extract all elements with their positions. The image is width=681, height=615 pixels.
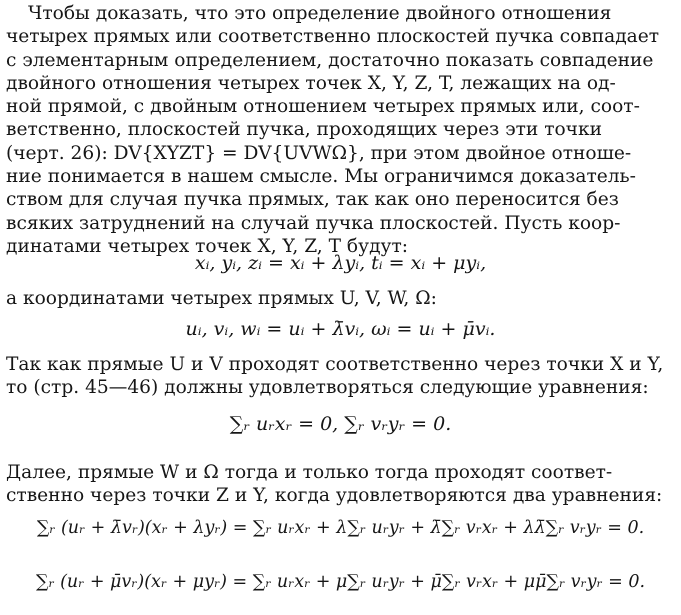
text-line: то (стр. 45—46) должны удовлетворяться следующие уравнения: bbox=[6, 377, 649, 399]
text-line: двойного отношения четырех точек X, Y, Z, T, лежащих на од- bbox=[6, 72, 616, 94]
paragraph-incidence bbox=[6, 353, 674, 400]
formula-point-coordinates: xᵢ, yᵢ, zᵢ = xᵢ + λyᵢ, tᵢ = xᵢ + μyᵢ, bbox=[194, 252, 487, 274]
text-line: ветственно, плоскостей пучка, проходящих через эти точки bbox=[6, 119, 602, 141]
text-line: Чтобы доказать, что это определение двойного отношения bbox=[28, 3, 612, 24]
text-line: с элементарным определением, достаточно показать совпадение bbox=[6, 49, 654, 71]
text-line: Так как прямые U и V проходят соответственно через точки X и Y, bbox=[6, 354, 664, 375]
formula-lambda-equation: ∑ᵣ (uᵣ + λ̄vᵣ)(xᵣ + λyᵣ) = ∑ᵣ uᵣxᵣ + λ∑ᵣ uᵣyᵣ + λ̄∑ᵣ vᵣxᵣ + λλ̄∑ᵣ vᵣyᵣ = 0. bbox=[36, 518, 645, 538]
text-line: а координатами четырех прямых U, V, W, Ω: bbox=[6, 288, 437, 309]
text-line: Далее, прямые W и Ω тогда и только тогда проходят соответ- bbox=[6, 462, 613, 483]
paragraph-w-omega bbox=[6, 461, 674, 508]
text-line: (черт. 26): DV{XYZT} = DV{UVWΩ}, при этом двойное отноше- bbox=[6, 142, 632, 164]
paragraph-line-coordinates bbox=[6, 287, 674, 310]
paragraph-cross-ratio-intro bbox=[6, 2, 674, 258]
formula-line-coordinates: uᵢ, vᵢ, wᵢ = uᵢ + λ̄vᵢ, ωᵢ = uᵢ + μ̄vᵢ. bbox=[185, 318, 496, 340]
formula-incidence-equations: ∑ᵣ uᵣxᵣ = 0, ∑ᵣ vᵣyᵣ = 0. bbox=[229, 413, 452, 435]
text-line: ние понимается в нашем смысле. Мы ограничимся доказатель- bbox=[6, 166, 636, 188]
text-line: ственно через точки Z и Y, когда удовлетворяются два уравнения: bbox=[6, 485, 663, 507]
text-line: всяких затруднений на случай пучка плоскостей. Пусть коор- bbox=[6, 212, 621, 234]
text-line: ной прямой, с двойным отношением четырех прямых или, соот- bbox=[6, 96, 640, 118]
text-line: четырех прямых или соответственно плоскостей пучка совпадает bbox=[6, 26, 660, 48]
text-line: ством для случая пучка прямых, так как оно переносится без bbox=[6, 189, 619, 211]
formula-mu-equation: ∑ᵣ (uᵣ + μ̄vᵣ)(xᵣ + μyᵣ) = ∑ᵣ uᵣxᵣ + μ∑ᵣ uᵣyᵣ + μ̄∑ᵣ vᵣxᵣ + μμ̄∑ᵣ vᵣyᵣ = 0. bbox=[35, 572, 646, 592]
text-line: динатами четырех точек X, Y, Z, T будут: bbox=[6, 235, 409, 257]
